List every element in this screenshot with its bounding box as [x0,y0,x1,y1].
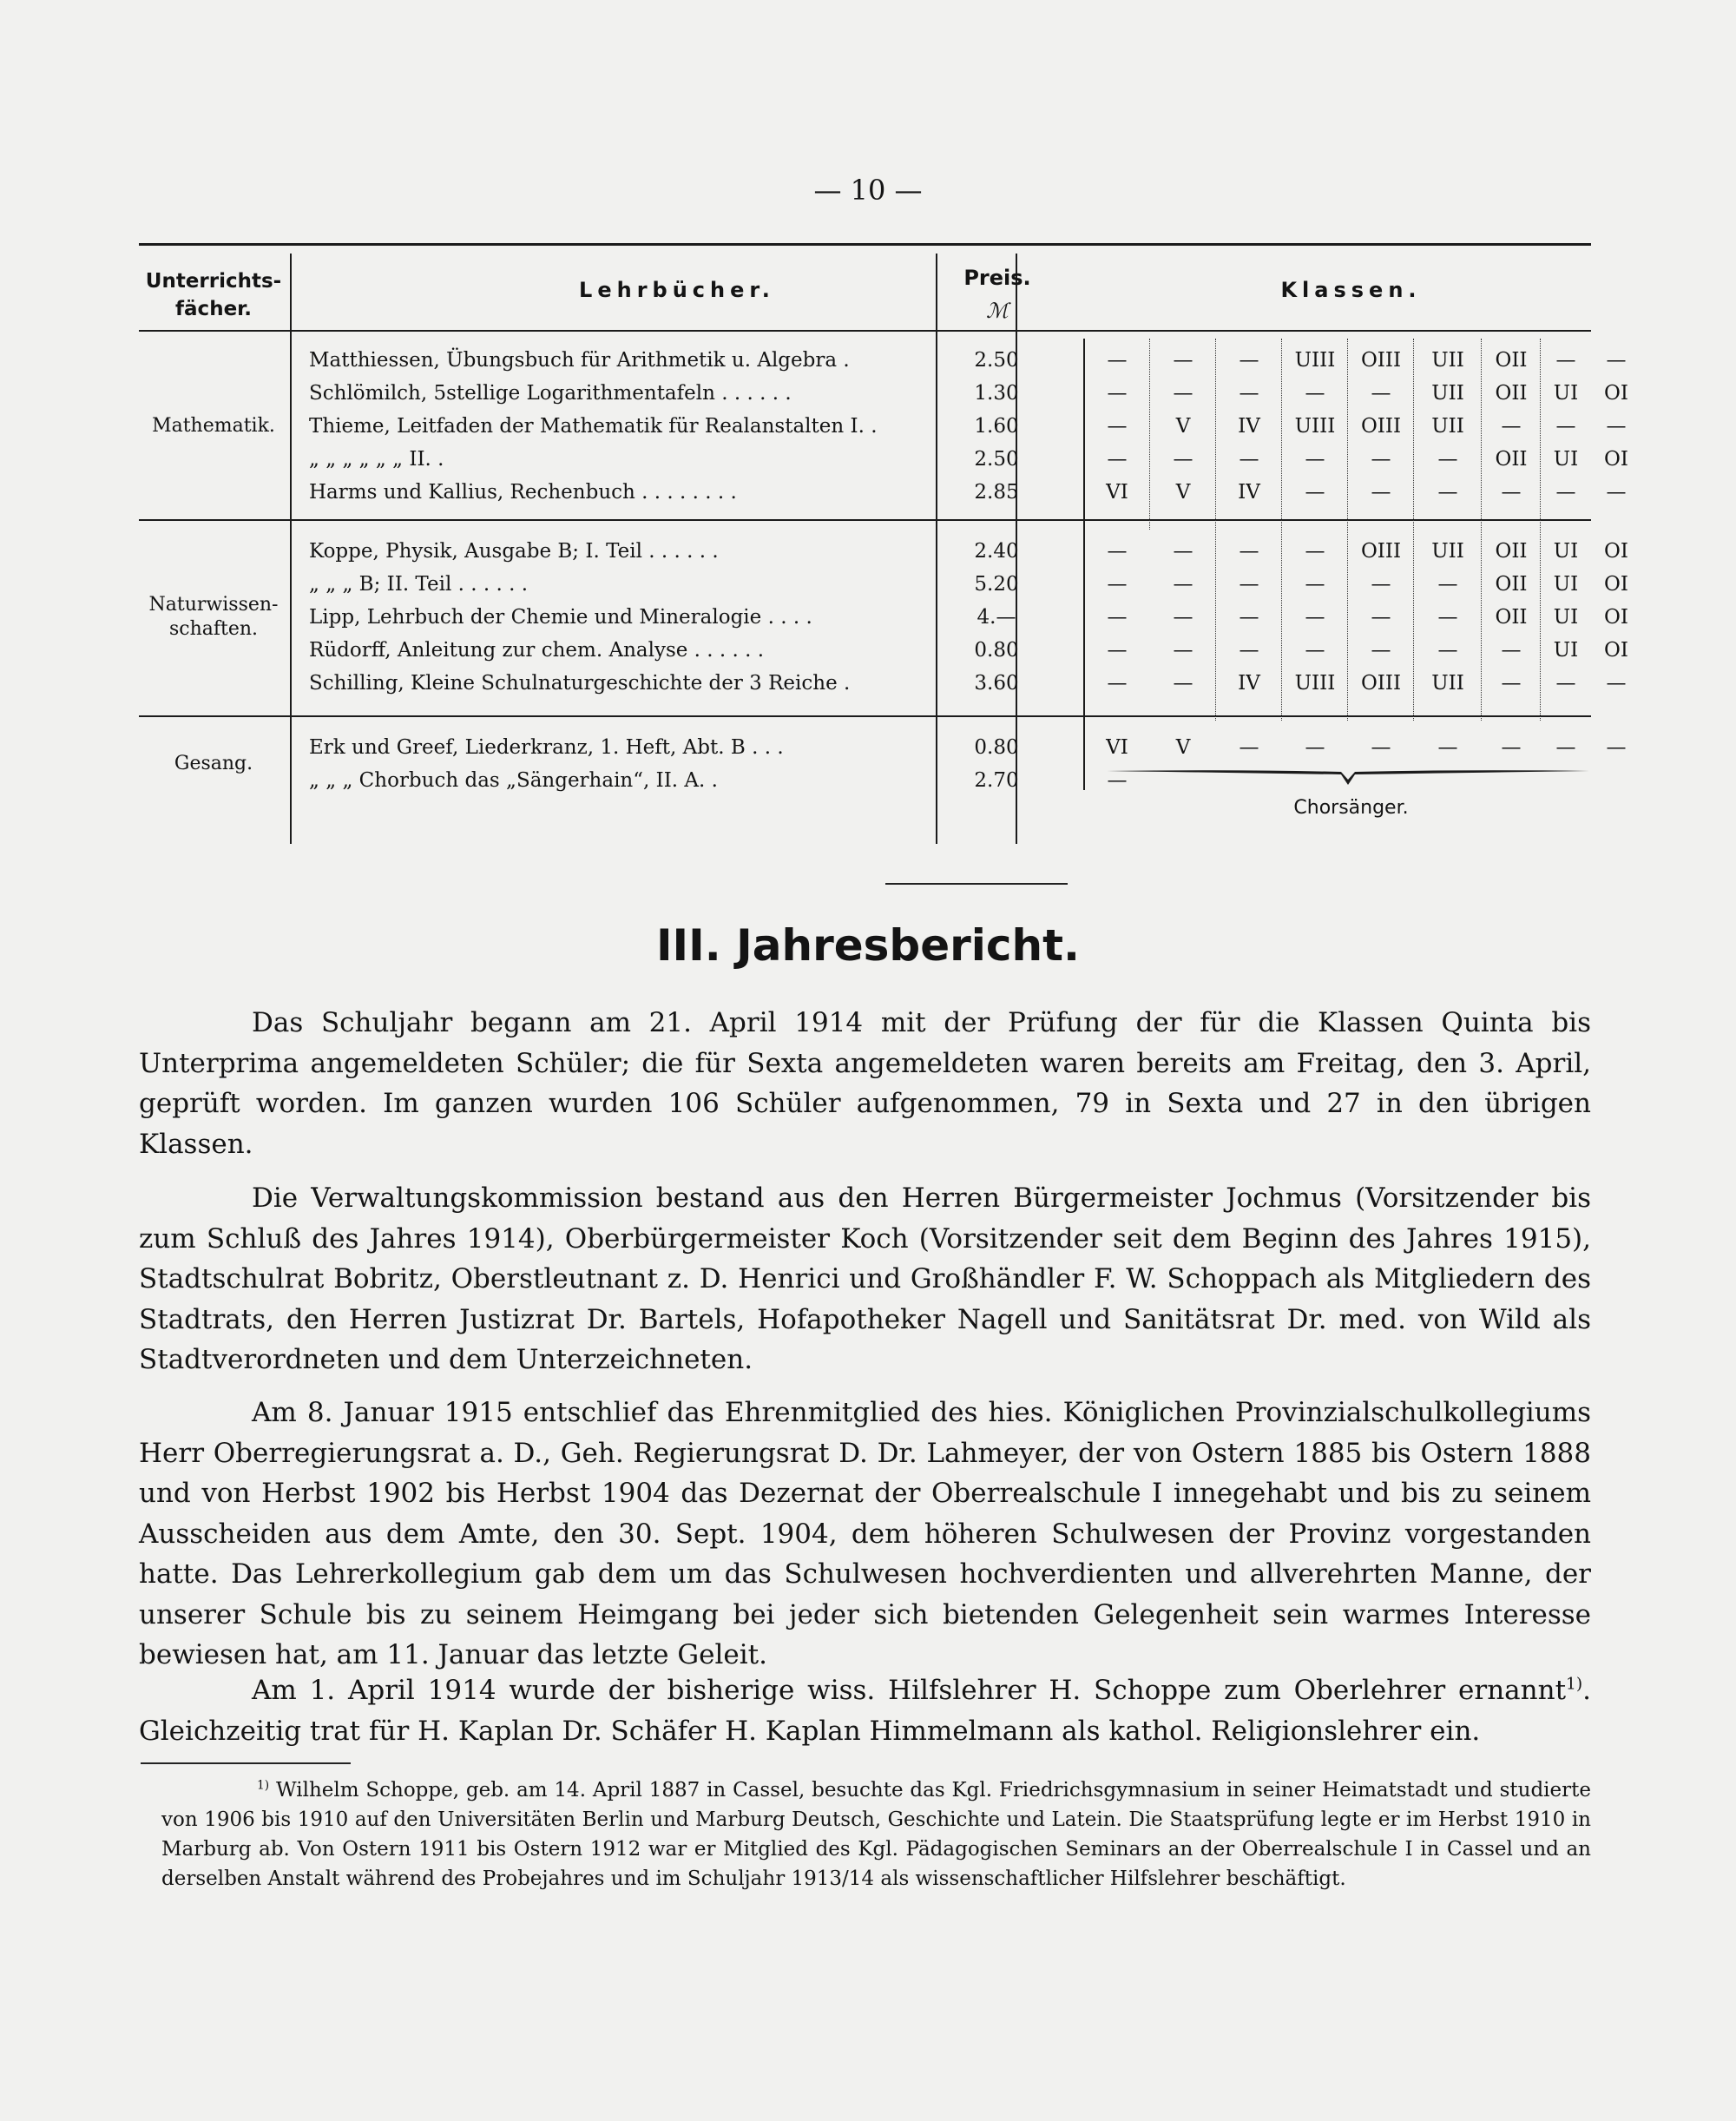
class-cell: UI [1553,382,1579,405]
table-row [139,634,1628,667]
footnote-rule [141,1762,351,1764]
table-row [139,667,1627,700]
class-cell: — [1107,639,1128,662]
class-cell: — [1305,736,1325,759]
class-cell: — [1239,382,1259,405]
table-row [139,377,1628,410]
class-cell: — [1239,448,1259,471]
class-cell: OI [1604,382,1628,405]
class-cell: — [1107,448,1128,471]
table-row [139,535,1628,568]
class-cell: IV [1238,672,1260,695]
class-cell: V [1175,415,1191,438]
book-price: 0.80 [974,736,1019,759]
class-cell: — [1173,540,1194,563]
class-cell: — [1173,639,1194,662]
footnote-ref[interactable]: 1) [1566,1675,1583,1694]
class-cell: — [1107,769,1128,792]
class-cell: OII [1495,448,1528,471]
class-cell: — [1305,481,1325,504]
class-cell: — [1371,573,1391,596]
class-cell: — [1239,349,1259,372]
class-cell: OIII [1360,349,1402,372]
class-cell: — [1501,481,1522,504]
class-cell: — [1239,606,1259,629]
class-cell: — [1501,639,1522,662]
book-price: 1.60 [974,415,1019,438]
paragraph-1: Das Schuljahr begann am 21. April 1914 mit der Prüfung der für die Klassen Quinta bis Unterprima angemeldeten Schüler; die für Sexta angemeldeten waren bereits am Freitag, den 3. April, geprüft worden. Im ganzen wurden 106 Schüler aufgenommen, 79 in Sexta und 27 in den übrigen Klassen. [139,1007,1591,1160]
group-rule-2 [139,715,1591,717]
class-cell: UII [1431,382,1464,405]
class-cell: — [1173,349,1194,372]
book-title: Koppe, Physik, Ausgabe B; I. Teil . . . . . . [309,540,719,563]
class-cell: — [1173,672,1194,695]
book-price: 4.— [976,606,1016,629]
table-row [139,601,1628,634]
header-price-unit: ℳ [986,299,1009,323]
class-cell: OII [1495,382,1528,405]
class-cell: — [1173,573,1194,596]
report-title: III. Jahresbericht. [655,920,1081,971]
class-cell: — [1437,573,1458,596]
book-title: „ „ „ B; II. Teil . . . . . . [309,573,529,596]
class-cell: — [1305,639,1325,662]
class-cell: OIII [1360,672,1402,695]
class-cell: — [1305,540,1325,563]
book-title: „ „ „ „ „ „ II. . [309,448,444,471]
class-cell: VI [1106,736,1128,759]
class-cell: — [1107,606,1128,629]
class-cell: — [1555,736,1576,759]
table-row [139,731,1627,764]
book-title: Rüdorff, Anleitung zur chem. Analyse . . . . . . [309,639,765,662]
paragraph-3: Am 8. Januar 1915 entschlief das Ehrenmitglied des hies. Königlichen Provinzialschulkollegiums Herr Oberregierungsrat a. D., Geh. Regierungsrat D. Dr. Lahmeyer, der von Ostern 1885 bis Ostern 1888 und von Herbst 1902 bis Herbst 1904 das Dezernat der Oberrealschule I innegehabt und bis zu seinem Ausscheiden aus dem Amte, den 30. Sept. 1904, dem höheren Schulwesen der Provinz vorgestanden hatte. Das Lehrerkollegium gab dem um das Schulwesen hochverdienten und allverehrten Manne, der unserer Schule bis zu seinem Heimgang bei jeder sich bietenden Gelegenheit sein warmes Interesse bewiesen hat, am 11. Januar das letzte Geleit. [139,1397,1591,1670]
class-cell: OIII [1360,540,1402,563]
class-cell: — [1371,736,1391,759]
class-cell: — [1107,415,1128,438]
table-row [139,568,1628,601]
class-cell: UII [1431,415,1464,438]
book-price: 0.80 [974,639,1019,662]
subject-label: Mathematik. [152,415,275,437]
class-cell: — [1371,481,1391,504]
book-price: 2.50 [974,448,1019,471]
class-cell: OI [1604,448,1628,471]
class-cell: — [1437,481,1458,504]
class-cell: — [1107,382,1128,405]
table-row [139,443,1628,476]
class-cell: — [1239,540,1259,563]
class-cell: — [1305,573,1325,596]
header-textbooks: Lehrbücher. [579,278,775,302]
class-cell: — [1555,481,1576,504]
class-cell: — [1501,672,1522,695]
class-cell: UI [1553,606,1579,629]
class-cell: UII [1431,540,1464,563]
book-title: Schilling, Kleine Schulnaturgeschichte der 3 Reiche . [309,672,851,695]
header-rule [139,330,1591,332]
book-title: Matthiessen, Übungsbuch für Arithmetik u. Algebra . [309,349,850,372]
class-cell: OII [1495,573,1528,596]
class-cell: — [1239,639,1259,662]
book-price: 2.40 [974,540,1019,563]
paragraph-2: Die Verwaltungskommission bestand aus den Herren Bürgermeister Jochmus (Vorsitzender bis zum Schluß des Jahres 1914), Oberbürgermeister Koch (Vorsitzender seit dem Beginn des Jahres 1915), Stadtschulrat Bobritz, Oberstleutnant z. D. Henrici und Großhändler F. W. Schoppach als Mitgliedern des Stadtrats, den Herren Justizrat Dr. Bartels, Hofapotheker Nagell und Sanitätsrat Dr. med. von Wild als Stadtverordneten und dem Unterzeichneten. [139,1182,1591,1375]
book-title: Thieme, Leitfaden der Mathematik für Realanstalten I. . [309,415,878,438]
class-cell: UI [1553,448,1579,471]
chorus-label: Chorsänger. [1293,797,1409,819]
header-classes: Klassen. [1280,278,1422,302]
book-title: Erk und Greef, Liederkranz, 1. Heft, Abt. B . . . [309,736,784,759]
book-price: 5.20 [974,573,1019,596]
class-cell: — [1107,672,1128,695]
book-price: 3.60 [974,672,1019,695]
class-cell: UIII [1294,672,1336,695]
class-cell: — [1555,672,1576,695]
class-cell: UI [1553,540,1579,563]
class-cell: — [1107,540,1128,563]
subject-label: Gesang. [174,753,253,774]
class-cell: OIII [1360,415,1402,438]
class-cell: IV [1238,481,1260,504]
class-cell: — [1555,415,1576,438]
class-cell: V [1175,736,1191,759]
footnote: $^{1)}$ Wilhelm Schoppe, geb. am 14. April 1887 in Cassel, besuchte das Kgl. Friedrichsgymnasium in seiner Heimatstadt und studierte von 1906 bis 1910 auf den Universitäten Berlin und Marburg Deutsch, Geschichte und Latein. Die Staatsprüfung legte er im Herbst 1910 in Marburg ab. Von Ostern 1911 bis Ostern 1912 war er Mitglied des Kgl. Pädagogischen Seminars an der Oberrealschule I in Cassel und an derselben Anstalt während des Probejahres und im Schuljahr 1913/14 als wissenschaftlicher Hilfslehrer beschäftigt. [161,1778,1591,1890]
book-title: Harms und Kallius, Rechenbuch . . . . . . . . [309,481,737,504]
class-cell: — [1305,606,1325,629]
class-cell: — [1606,672,1627,695]
class-cell: — [1107,349,1128,372]
class-cell: — [1606,736,1627,759]
book-price: 2.85 [974,481,1019,504]
class-cell: UII [1431,349,1464,372]
class-cell: OII [1495,349,1528,372]
header-subjects: Unterrichts- fächer. [145,270,282,320]
table-row [139,344,1627,377]
subject-label: Naturwissen- schaften. [148,594,279,640]
class-cell: — [1437,736,1458,759]
class-cell: — [1437,639,1458,662]
section-separator [885,883,1068,885]
book-price: 2.70 [974,769,1019,792]
class-cell: — [1371,448,1391,471]
report-body [139,1003,1591,1164]
class-cell: UII [1431,672,1464,695]
page-number: — 10 — [813,174,923,207]
book-title: „ „ „ Chorbuch das „Sängerhain“, II. A. . [309,769,718,792]
class-cell: — [1606,349,1627,372]
class-cell: V [1175,481,1191,504]
class-cell: — [1371,382,1391,405]
class-cell: VI [1106,481,1128,504]
header-price: Preis. [963,266,1031,290]
class-cell: UI [1553,639,1579,662]
class-cell: UI [1553,573,1579,596]
class-cell: — [1173,606,1194,629]
textbook-table [139,243,1628,842]
book-title: Lipp, Lehrbuch der Chemie und Mineralogie . . . . [309,606,812,629]
table-row [139,476,1627,509]
class-cell: OI [1604,540,1628,563]
footnote-marker: 1) [257,1778,270,1793]
book-price: 2.50 [974,349,1019,372]
class-cell: — [1107,573,1128,596]
table-top-rule [139,243,1591,246]
class-cell: OI [1604,639,1628,662]
chorus-brace [1107,767,1589,788]
paragraph-4: Am 1. April 1914 wurde der bisherige wiss. Hilfslehrer H. Schoppe zum Oberlehrer ernannt$^{1)}$. Gleichzeitig trat für H. Kaplan Dr. Schäfer H. Kaplan Himmelmann als kathol. Religionslehrer ein. [139,1675,1591,1747]
class-cell: — [1239,736,1259,759]
class-cell: — [1371,639,1391,662]
class-cell: OI [1604,573,1628,596]
class-cell: — [1371,606,1391,629]
class-cell: OII [1495,606,1528,629]
class-cell: — [1437,606,1458,629]
class-cell: IV [1238,415,1260,438]
class-cell: — [1606,415,1627,438]
class-cell: — [1501,415,1522,438]
class-cell: — [1305,382,1325,405]
class-cell: — [1239,573,1259,596]
group-rule-1 [139,519,1591,521]
class-cell: OII [1495,540,1528,563]
class-cell: — [1173,448,1194,471]
class-cell: — [1501,736,1522,759]
class-cell: UIII [1294,349,1336,372]
class-cell: — [1555,349,1576,372]
book-title: Schlömilch, 5stellige Logarithmentafeln . . . . . . [309,382,792,405]
table-row [139,410,1627,443]
class-cell: OI [1604,606,1628,629]
class-cell: — [1606,481,1627,504]
class-cell: UIII [1294,415,1336,438]
book-price: 1.30 [974,382,1019,405]
class-cell: — [1173,382,1194,405]
class-cell: — [1305,448,1325,471]
class-cell: — [1437,448,1458,471]
